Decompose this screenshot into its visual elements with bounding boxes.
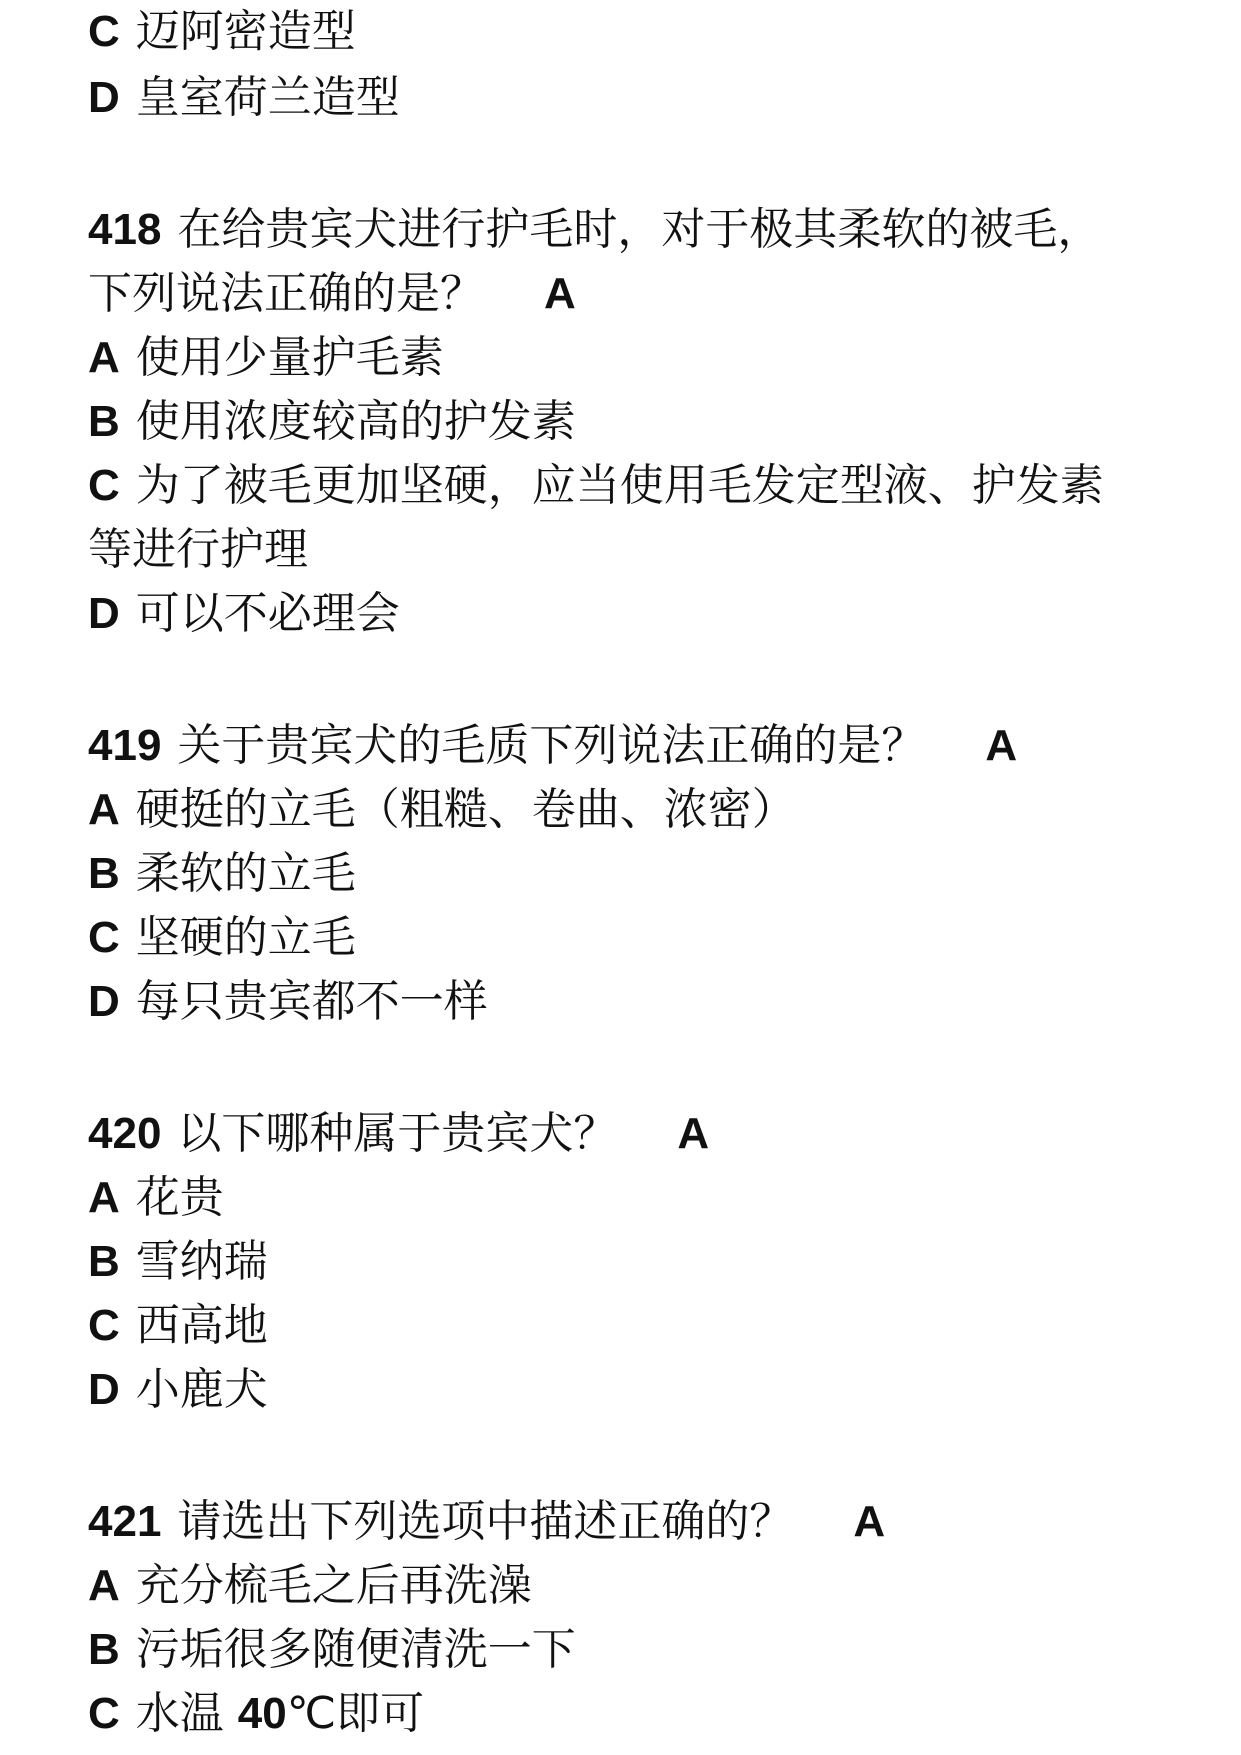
answer-key: A [544, 269, 576, 318]
option-text: 每只贵宾都不一样 [135, 976, 488, 1027]
option-line [88, 1230, 1158, 1294]
option-text: 污垢很多随便清洗一下 [135, 1624, 576, 1675]
option-line [88, 0, 1158, 64]
question-number: 420 [88, 1109, 162, 1158]
option-label: B [88, 397, 120, 446]
option-label: B [88, 1625, 120, 1674]
option-label: D [88, 589, 120, 638]
option-label: C [88, 461, 120, 510]
option-text: 使用少量护毛素 [135, 332, 444, 383]
question-number: 418 [88, 205, 162, 254]
option-line [88, 778, 1158, 842]
option-text: 柔软的立毛 [135, 848, 356, 899]
option-text: 皇室荷兰造型 [135, 72, 400, 123]
option-line [88, 842, 1158, 906]
option-label: C [88, 1301, 120, 1350]
option-text-pre: 水温 [135, 1688, 224, 1739]
option-text: 充分梳毛之后再洗澡 [135, 1560, 532, 1611]
question-stem [88, 198, 1158, 262]
option-label: B [88, 1237, 120, 1286]
question-text: 在给贵宾犬进行护毛时，对于极其柔软的被毛， [177, 204, 1102, 255]
option-text: 可以不必理会 [135, 588, 400, 639]
option-line [88, 1294, 1158, 1358]
option-line [88, 1166, 1158, 1230]
option-text: 使用浓度较高的护发素 [135, 396, 576, 447]
option-label: A [88, 785, 120, 834]
question-number: 421 [88, 1497, 162, 1546]
option-line [88, 1682, 1158, 1746]
option-line [88, 582, 1158, 646]
option-label: B [88, 849, 120, 898]
answer-key: A [985, 721, 1018, 770]
question-number: 419 [88, 721, 162, 770]
option-text: 等进行护理 [88, 524, 308, 575]
question-stem [88, 714, 1158, 778]
option-text-number: 40 [237, 1689, 287, 1738]
question-stem [88, 1490, 1158, 1554]
option-text: 迈阿密造型 [135, 6, 356, 57]
answer-key: A [853, 1497, 886, 1546]
option-line [88, 326, 1158, 390]
option-text: 雪纳瑞 [135, 1236, 268, 1287]
option-label: A [88, 333, 120, 382]
option-text: 花贵 [135, 1172, 224, 1223]
option-label: C [88, 7, 120, 56]
question-text: 关于贵宾犬的毛质下列说法正确的是？ [177, 720, 926, 771]
option-label: D [88, 977, 120, 1026]
option-label: D [88, 73, 120, 122]
option-line [88, 1554, 1158, 1618]
option-line [88, 906, 1158, 970]
question-stem [88, 1102, 1158, 1166]
option-line [88, 390, 1158, 454]
option-line [88, 454, 1158, 518]
option-line [88, 1618, 1158, 1682]
option-text: 坚硬的立毛 [135, 912, 356, 963]
option-text: 西高地 [135, 1300, 268, 1351]
option-label: C [88, 1689, 120, 1738]
option-text: 硬挺的立毛（粗糙、卷曲、浓密） [135, 784, 796, 835]
option-label: A [88, 1173, 120, 1222]
question-stem-cont [88, 262, 1158, 326]
option-text-post: ℃即可 [286, 1688, 425, 1739]
question-text: 下列说法正确的是？ [88, 268, 484, 319]
answer-key: A [677, 1109, 710, 1158]
option-line [88, 66, 1158, 130]
option-line [88, 970, 1158, 1034]
option-label: D [88, 1365, 120, 1414]
option-text: 为了被毛更加坚硬，应当使用毛发定型液、护发素 [135, 460, 1104, 511]
option-line-cont [88, 518, 1158, 582]
question-text: 请选出下列选项中描述正确的？ [177, 1496, 794, 1547]
option-line [88, 1358, 1158, 1422]
question-text: 以下哪种属于贵宾犬？ [177, 1108, 618, 1159]
option-label: C [88, 913, 120, 962]
option-text: 小鹿犬 [135, 1364, 268, 1415]
option-label: A [88, 1561, 120, 1610]
